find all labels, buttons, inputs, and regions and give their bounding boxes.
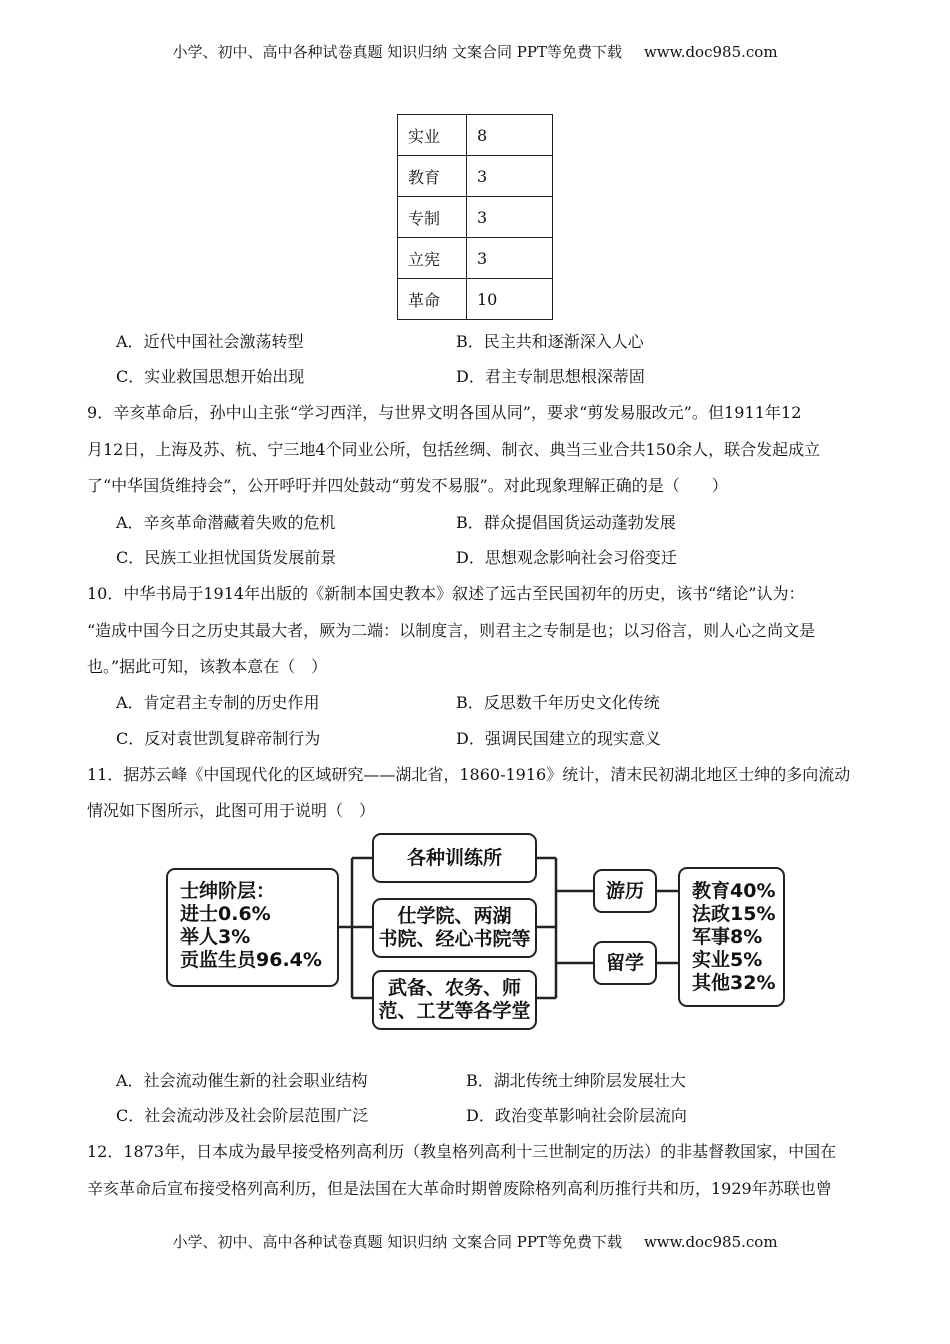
q8-option-b: B．民主共和逐渐深入人心 xyxy=(456,332,644,351)
footer-text: 小学、初中、高中各种试卷真题 知识归纳 文案合同 PPT等免费下载 xyxy=(172,1233,622,1251)
table-cell: 3 xyxy=(467,197,553,238)
q9-option-b: B．群众提倡国货运动蓬勃发展 xyxy=(456,513,676,532)
academy-box xyxy=(372,898,537,958)
table-cell: 专制 xyxy=(398,197,467,238)
q10-option-d: D．强调民国建立的现实意义 xyxy=(456,729,661,748)
q10-stem-line1: 10．中华书局于1914年出版的《新制本国史教本》叙述了远古至民国初年的历史，该书“绪论”认为： xyxy=(87,584,805,603)
gentry-item: 贡监生员96.4% xyxy=(180,949,322,971)
q12-stem-line1: 12．1873年，日本成为最早接受格列高利历（教皇格列高利十三世制定的历法）的非基督教国家，中国在 xyxy=(87,1142,837,1161)
study-abroad-box xyxy=(593,941,657,985)
schools-line: 范、工艺等各学堂 xyxy=(378,1000,531,1022)
result-item: 军事8% xyxy=(692,926,763,948)
result-item: 其他32% xyxy=(692,972,776,994)
gentry-class-box xyxy=(166,868,339,987)
q9-stem-line1: 9．辛亥革命后，孙中山主张“学习西洋，与世界文明各国从同”，要求“剪发易服改元”。但1911年12 xyxy=(87,403,802,422)
q8-option-c: C．实业救国思想开始出现 xyxy=(116,367,305,386)
gentry-title: 士绅阶层： xyxy=(180,880,276,902)
table-cell: 10 xyxy=(467,279,553,320)
training-label: 各种训练所 xyxy=(406,846,502,869)
q11-option-b: B．湖北传统士绅阶层发展壮大 xyxy=(466,1071,686,1090)
travel-label: 游历 xyxy=(605,879,644,902)
q9-stem-line2: 月12日，上海及苏、杭、宁三地4个同业公所，包括丝绸、制衣、典当三业合共150余人，联合发起成立 xyxy=(87,440,821,459)
q9-option-c: C．民族工业担忧国货发展前景 xyxy=(116,548,337,567)
study-abroad-label: 留学 xyxy=(605,951,644,974)
gentry-item: 进士0.6% xyxy=(180,903,271,925)
table-cell: 实业 xyxy=(398,115,467,156)
q8-option-a: A．近代中国社会激荡转型 xyxy=(116,332,304,351)
schools-line: 武备、农务、师 xyxy=(387,977,521,999)
q10-stem-line2: “造成中国今日之历史其最大者，厥为二端：以制度言，则君主之专制是也；以习俗言，则人心之尚文是 xyxy=(87,621,816,640)
q10-option-c: C．反对袁世凯复辟帝制行为 xyxy=(116,729,321,748)
academy-line: 书院、经心书院等 xyxy=(378,928,531,950)
result-item: 教育40% xyxy=(692,880,776,902)
q10-option-a: A．肯定君主专制的历史作用 xyxy=(116,693,320,712)
travel-box xyxy=(593,869,657,913)
footer-site: www.doc985.com xyxy=(643,1233,778,1251)
table-cell: 3 xyxy=(467,238,553,279)
q11-option-d: D．政治变革影响社会阶层流向 xyxy=(466,1106,687,1125)
q11-stem-line2: 情况如下图所示，此图可用于说明（ ） xyxy=(87,801,376,820)
gentry-item: 举人3% xyxy=(180,926,251,948)
header-text: 小学、初中、高中各种试卷真题 知识归纳 文案合同 PPT等免费下载 xyxy=(172,43,622,61)
training-box xyxy=(372,833,537,883)
q9-option-d: D．思想观念影响社会习俗变迁 xyxy=(456,548,677,567)
q10-stem-line3: 也。”据此可知，该教本意在（ ） xyxy=(87,657,328,676)
q11-option-c: C．社会流动涉及社会阶层范围广泛 xyxy=(116,1106,369,1125)
schools-box xyxy=(372,970,537,1030)
q9-stem-line3: 了“中华国货维持会”，公开呼吁并四处鼓动“剪发不易服”。对此现象理解正确的是（ ） xyxy=(87,476,728,495)
table-cell: 教育 xyxy=(398,156,467,197)
result-item: 实业5% xyxy=(692,949,763,971)
q11-stem-line1: 11．据苏云峰《中国现代化的区域研究——湖北省，1860-1916》统计，清末民初湖北地区士绅的多向流动 xyxy=(87,765,851,784)
table-cell: 3 xyxy=(467,156,553,197)
q10-option-b: B．反思数千年历史文化传统 xyxy=(456,693,660,712)
q12-stem-line2: 辛亥革命后宣布接受格列高利历，但是法国在大革命时期曾废除格列高利历推行共和历，1929年苏联也曾 xyxy=(87,1179,832,1198)
q11-option-a: A．社会流动催生新的社会职业结构 xyxy=(116,1071,368,1090)
page-footer xyxy=(0,1231,950,1252)
result-item: 法政15% xyxy=(692,903,776,925)
table-cell: 革命 xyxy=(398,279,467,320)
q9-option-a: A．辛亥革命潜藏着失败的危机 xyxy=(116,513,336,532)
academy-line: 仕学院、两湖 xyxy=(397,905,512,927)
table-cell: 立宪 xyxy=(398,238,467,279)
q8-option-d: D．君主专制思想根深蒂固 xyxy=(456,367,645,386)
table-cell: 8 xyxy=(467,115,553,156)
career-result-box xyxy=(678,867,785,1007)
header-site: www.doc985.com xyxy=(643,43,778,61)
